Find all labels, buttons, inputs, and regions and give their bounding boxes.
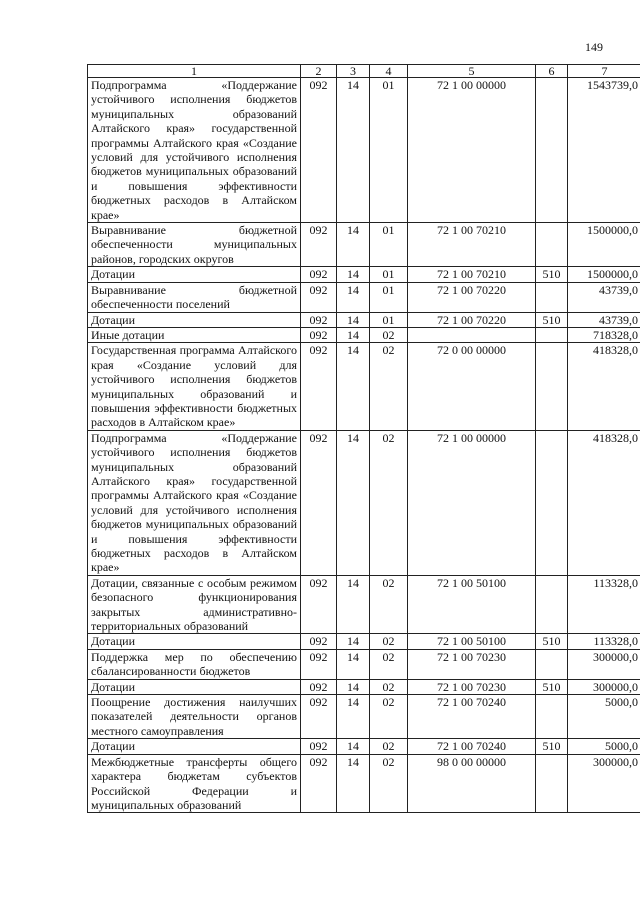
ministry-code: 092 bbox=[301, 282, 337, 312]
row-name: Дотации bbox=[88, 634, 301, 649]
section-code: 14 bbox=[337, 695, 370, 739]
target-article-code: 98 0 00 00000 bbox=[408, 754, 536, 813]
row-name: Дотации bbox=[88, 267, 301, 282]
amount: 418328,0 bbox=[568, 430, 640, 575]
target-article-code: 72 1 00 00000 bbox=[408, 430, 536, 575]
target-article-code: 72 1 00 70220 bbox=[408, 312, 536, 327]
section-code: 14 bbox=[337, 575, 370, 634]
amount: 300000,0 bbox=[568, 754, 640, 813]
table-row bbox=[88, 327, 640, 342]
ministry-code: 092 bbox=[301, 78, 337, 223]
amount: 300000,0 bbox=[568, 649, 640, 679]
table-body bbox=[88, 78, 640, 813]
ministry-code: 092 bbox=[301, 312, 337, 327]
subsection-code: 01 bbox=[370, 282, 408, 312]
table-row bbox=[88, 282, 640, 312]
row-name: Дотации bbox=[88, 739, 301, 754]
expense-type-code bbox=[536, 327, 568, 342]
column-header-4: 4 bbox=[370, 65, 408, 78]
subsection-code: 01 bbox=[370, 223, 408, 267]
subsection-code: 02 bbox=[370, 343, 408, 430]
amount: 418328,0 bbox=[568, 343, 640, 430]
amount: 5000,0 bbox=[568, 695, 640, 739]
section-code: 14 bbox=[337, 78, 370, 223]
target-article-code: 72 1 00 50100 bbox=[408, 575, 536, 634]
row-name: Выравнивание бюджетной обеспеченности поселений bbox=[88, 282, 301, 312]
section-code: 14 bbox=[337, 649, 370, 679]
table-row bbox=[88, 754, 640, 813]
table-row bbox=[88, 575, 640, 634]
target-article-code bbox=[408, 327, 536, 342]
amount: 113328,0 bbox=[568, 575, 640, 634]
column-header-7: 7 bbox=[568, 65, 640, 78]
subsection-code: 02 bbox=[370, 754, 408, 813]
table-row bbox=[88, 267, 640, 282]
ministry-code: 092 bbox=[301, 575, 337, 634]
table-header-row bbox=[88, 65, 640, 78]
subsection-code: 02 bbox=[370, 649, 408, 679]
section-code: 14 bbox=[337, 282, 370, 312]
subsection-code: 02 bbox=[370, 575, 408, 634]
expense-type-code bbox=[536, 430, 568, 575]
target-article-code: 72 1 00 70220 bbox=[408, 282, 536, 312]
row-name: Дотации bbox=[88, 312, 301, 327]
ministry-code: 092 bbox=[301, 679, 337, 694]
ministry-code: 092 bbox=[301, 343, 337, 430]
ministry-code: 092 bbox=[301, 754, 337, 813]
target-article-code: 72 1 00 70230 bbox=[408, 679, 536, 694]
expense-type-code: 510 bbox=[536, 267, 568, 282]
target-article-code: 72 1 00 70230 bbox=[408, 649, 536, 679]
expense-type-code bbox=[536, 575, 568, 634]
amount: 300000,0 bbox=[568, 679, 640, 694]
expense-type-code: 510 bbox=[536, 312, 568, 327]
subsection-code: 02 bbox=[370, 739, 408, 754]
row-name: Иные дотации bbox=[88, 327, 301, 342]
amount: 1500000,0 bbox=[568, 223, 640, 267]
subsection-code: 02 bbox=[370, 679, 408, 694]
amount: 1543739,0 bbox=[568, 78, 640, 223]
column-header-1: 1 bbox=[88, 65, 301, 78]
ministry-code: 092 bbox=[301, 634, 337, 649]
row-name: Выравнивание бюджетной обеспеченности муниципальных районов, городских округов bbox=[88, 223, 301, 267]
ministry-code: 092 bbox=[301, 739, 337, 754]
target-article-code: 72 0 00 00000 bbox=[408, 343, 536, 430]
column-header-3: 3 bbox=[337, 65, 370, 78]
subsection-code: 01 bbox=[370, 78, 408, 223]
subsection-code: 02 bbox=[370, 327, 408, 342]
expense-type-code: 510 bbox=[536, 634, 568, 649]
section-code: 14 bbox=[337, 679, 370, 694]
row-name: Межбюджетные трансферты общего характера бюджетам субъектов Российской Федерации и муниципальных образований bbox=[88, 754, 301, 813]
section-code: 14 bbox=[337, 223, 370, 267]
amount: 43739,0 bbox=[568, 282, 640, 312]
amount: 718328,0 bbox=[568, 327, 640, 342]
budget-table bbox=[87, 64, 640, 813]
section-code: 14 bbox=[337, 739, 370, 754]
page-number: 149 bbox=[585, 40, 603, 54]
subsection-code: 02 bbox=[370, 695, 408, 739]
target-article-code: 72 1 00 70240 bbox=[408, 739, 536, 754]
ministry-code: 092 bbox=[301, 649, 337, 679]
target-article-code: 72 1 00 70240 bbox=[408, 695, 536, 739]
subsection-code: 01 bbox=[370, 267, 408, 282]
target-article-code: 72 1 00 00000 bbox=[408, 78, 536, 223]
ministry-code: 092 bbox=[301, 223, 337, 267]
subsection-code: 01 bbox=[370, 312, 408, 327]
amount: 1500000,0 bbox=[568, 267, 640, 282]
ministry-code: 092 bbox=[301, 327, 337, 342]
expense-type-code bbox=[536, 223, 568, 267]
amount: 43739,0 bbox=[568, 312, 640, 327]
expense-type-code: 510 bbox=[536, 739, 568, 754]
expense-type-code bbox=[536, 343, 568, 430]
target-article-code: 72 1 00 70210 bbox=[408, 267, 536, 282]
table-row bbox=[88, 634, 640, 649]
expense-type-code bbox=[536, 754, 568, 813]
table-row bbox=[88, 695, 640, 739]
table-row bbox=[88, 649, 640, 679]
ministry-code: 092 bbox=[301, 695, 337, 739]
expense-type-code bbox=[536, 695, 568, 739]
subsection-code: 02 bbox=[370, 634, 408, 649]
row-name: Дотации, связанные с особым режимом безопасного функционирования закрытых административно-территориальных образований bbox=[88, 575, 301, 634]
section-code: 14 bbox=[337, 343, 370, 430]
ministry-code: 092 bbox=[301, 267, 337, 282]
amount: 5000,0 bbox=[568, 739, 640, 754]
target-article-code: 72 1 00 70210 bbox=[408, 223, 536, 267]
row-name: Государственная программа Алтайского края «Создание условий для устойчивого исполнения бюджетов муниципальных образований и повышения эффективности бюджетных расходов в Алтайском крае» bbox=[88, 343, 301, 430]
row-name: Поддержка мер по обеспечению сбалансированности бюджетов bbox=[88, 649, 301, 679]
column-header-6: 6 bbox=[536, 65, 568, 78]
row-name: Дотации bbox=[88, 679, 301, 694]
table-row bbox=[88, 430, 640, 575]
column-header-2: 2 bbox=[301, 65, 337, 78]
section-code: 14 bbox=[337, 634, 370, 649]
row-name: Подпрограмма «Поддержание устойчивого исполнения бюджетов муниципальных образований Алтайского края» государственной программы Алтайского края «Создание условий для устойчивого исполнения бюджетов муниципальных образований и повышения эффективности бюджетных расходов в Алтайском крае» bbox=[88, 430, 301, 575]
expense-type-code bbox=[536, 282, 568, 312]
table-row bbox=[88, 343, 640, 430]
row-name: Поощрение достижения наилучших показателей деятельности органов местного самоуправления bbox=[88, 695, 301, 739]
amount: 113328,0 bbox=[568, 634, 640, 649]
subsection-code: 02 bbox=[370, 430, 408, 575]
row-name: Подпрограмма «Поддержание устойчивого исполнения бюджетов муниципальных образований Алтайского края» государственной программы Алтайского края «Создание условий для устойчивого исполнения бюджетов муниципальных образований и повышения эффективности бюджетных расходов в Алтайском крае» bbox=[88, 78, 301, 223]
table-row bbox=[88, 78, 640, 223]
section-code: 14 bbox=[337, 312, 370, 327]
section-code: 14 bbox=[337, 754, 370, 813]
section-code: 14 bbox=[337, 267, 370, 282]
table-row bbox=[88, 679, 640, 694]
target-article-code: 72 1 00 50100 bbox=[408, 634, 536, 649]
expense-type-code bbox=[536, 649, 568, 679]
section-code: 14 bbox=[337, 430, 370, 575]
expense-type-code bbox=[536, 78, 568, 223]
expense-type-code: 510 bbox=[536, 679, 568, 694]
ministry-code: 092 bbox=[301, 430, 337, 575]
table-row bbox=[88, 312, 640, 327]
table-row bbox=[88, 223, 640, 267]
table-row bbox=[88, 739, 640, 754]
section-code: 14 bbox=[337, 327, 370, 342]
column-header-5: 5 bbox=[408, 65, 536, 78]
